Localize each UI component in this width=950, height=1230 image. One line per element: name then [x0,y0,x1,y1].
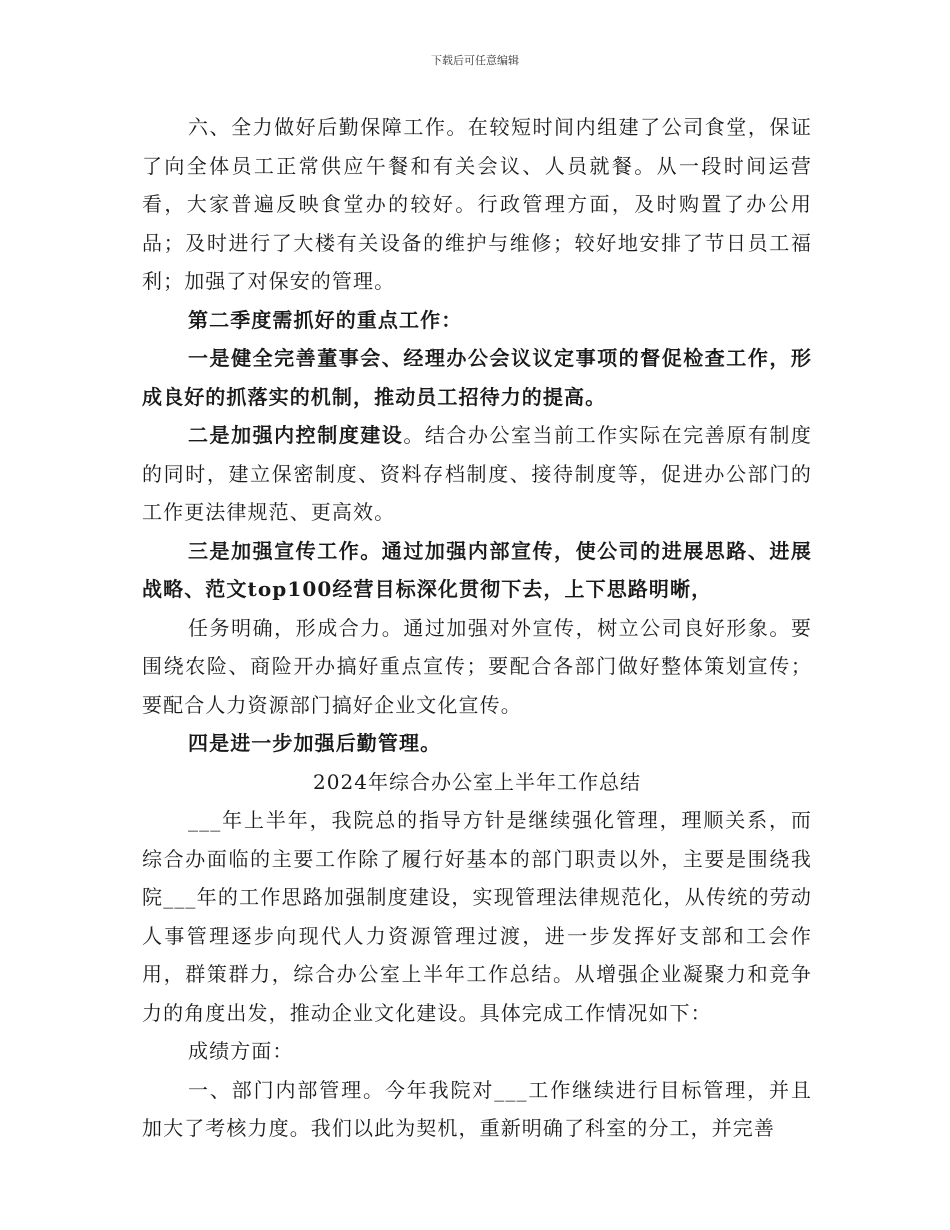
paragraph-point-three: 三是加强宣传工作。通过加强内部宣传，使公司的进展思路、进展战略、范文top100经营目标深化贯彻下去，上下思路明晰， [142,538,812,601]
point-two-lead: 二是加强内控制度建设 [188,423,404,447]
page-header: 下载后可任意编辑 [431,54,519,67]
paragraph-achievements-heading: 成绩方面： [188,1039,294,1063]
paragraph-point-two [142,416,812,532]
paragraph-point-three-cont: 任务明确，形成合力。通过加强对外宣传，树立公司良好形象。要围绕农险、商险开办搞好重点宣传；要配合各部门做好整体策划宣传；要配合人力资源部门搞好企业文化宣传。 [142,615,812,717]
paragraph-q2-heading: 第二季度需抓好的重点工作： [188,307,463,332]
paragraph-point-four: 四是进一步加强后勤管理。 [188,731,442,755]
point-two-body: 。结合办公室当前工作实际在完善原有制度的同时，建立保密制度、资料存档制度、接待制度等，促进办公部门的工作更法律规范、更高效。 [142,423,813,524]
document-body [142,108,812,1148]
paragraph-logistics: 六、全力做好后勤保障工作。在较短时间内组建了公司食堂，保证了向全体员工正常供应午餐和有关会议、人员就餐。从一段时间运营看，大家普遍反映食堂办的较好。行政管理方面，及时购置了办公用品；及时进行了大楼有关设备的维护与维修；较好地安排了节日员工福利；加强了对保安的管理。 [142,115,812,293]
paragraph-intro: ___年上半年，我院总的指导方针是继续强化管理，理顺关系，而综合办面临的主要工作除了履行好基本的部门职责以外，主要是围绕我院___年的工作思路加强制度建设，实现管理法律规范化，从传统的劳动人事管理逐步向现代人力资源管理过渡，进一步发挥好支部和工会作用，群策群力，综合办公室上半年工作总结。从增强企业凝聚力和竞争力的角度出发，推动企业文化建设。具体完成工作情况如下： [142,808,812,1025]
section-title: 2024年综合办公室上半年工作总结 [313,769,641,794]
paragraph-dept-management: 一、部门内部管理。今年我院对___工作继续进行目标管理，并且加大了考核力度。我们以此为契机，重新明确了科室的分工，并完善 [142,1077,812,1140]
paragraph-point-one: 一是健全完善董事会、经理办公会议议定事项的督促检查工作，形成良好的抓落实的机制，推动员工招待力的提高。 [142,346,812,409]
